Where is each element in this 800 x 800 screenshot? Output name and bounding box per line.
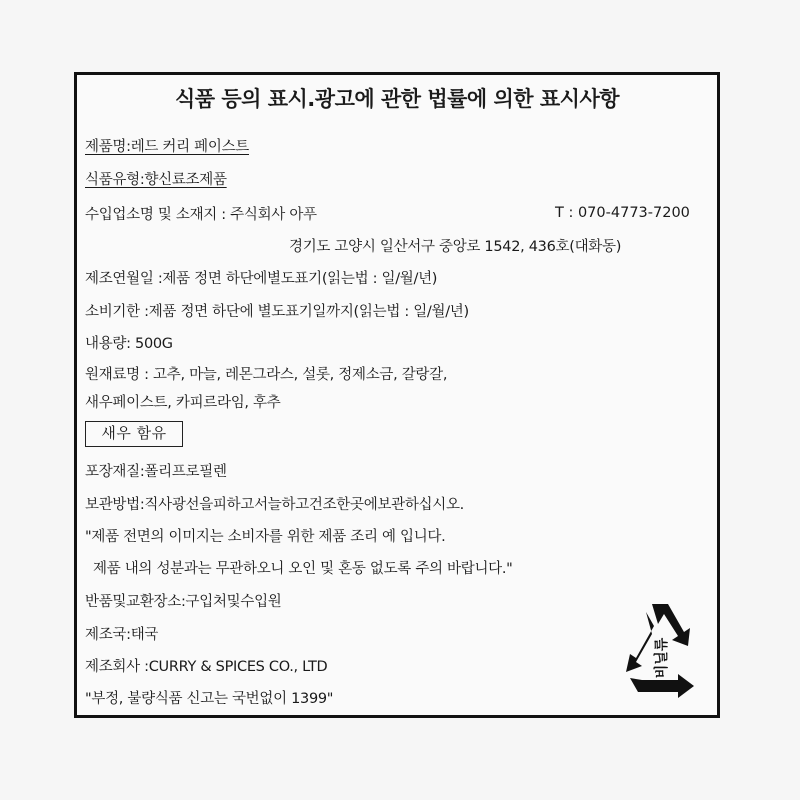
return-place: 반품및교환장소:구입처및수입원 <box>85 594 282 610</box>
recycle-arrows-icon <box>622 600 700 700</box>
expiry-date: 소비기한 :제품 정면 하단에 별도표기일까지(읽는법 : 일/월/년) <box>85 304 469 320</box>
country-of-origin: 제조국:태국 <box>85 627 159 643</box>
report-hotline: "부정, 불량식품 신고는 국번없이 1399" <box>85 691 334 707</box>
notice-line-1: "제품 전면의 이미지는 소비자를 위한 제품 조리 예 입니다. <box>85 529 446 545</box>
ingredients-line-2: 새우페이스트, 카피르라임, 후추 <box>85 395 281 411</box>
manufacturer: 제조회사 :CURRY & SPICES CO., LTD <box>85 659 328 675</box>
ingredients-line-1: 원재료명 : 고추, 마늘, 레몬그라스, 설롯, 정제소금, 갈랑갈, <box>85 367 448 383</box>
importer-address: 경기도 고양시 일산서구 중앙로 1542, 436호(대화동) <box>289 239 622 255</box>
product-name: 제품명:레드 커리 페이스트 <box>85 139 249 155</box>
label-title: 식품 등의 표시.광고에 관한 법률에 의한 표시사항 <box>174 87 620 111</box>
allergen-box: 새우 함유 <box>85 421 183 447</box>
manufacture-date: 제조연월일 :제품 정면 하단에별도표기(읽는법 : 일/월/년) <box>85 271 438 287</box>
net-weight: 내용량: 500G <box>85 336 173 352</box>
storage-method: 보관방법:직사광선을피하고서늘하고건조한곳에보관하십시오. <box>85 497 464 513</box>
notice-line-2: 제품 내의 성분과는 무관하오니 오인 및 혼동 없도록 주의 바랍니다." <box>93 561 513 577</box>
importer: 수입업소명 및 소재지 : 주식회사 아푸 <box>85 207 317 223</box>
food-type: 식품유형:향신료조제품 <box>85 172 227 188</box>
food-label-panel <box>74 72 720 718</box>
importer-phone: T : 070-4773-7200 <box>555 205 690 221</box>
packaging-material: 포장재질:폴리프로필렌 <box>85 464 227 480</box>
recycle-label: 비닐류 <box>654 637 670 679</box>
